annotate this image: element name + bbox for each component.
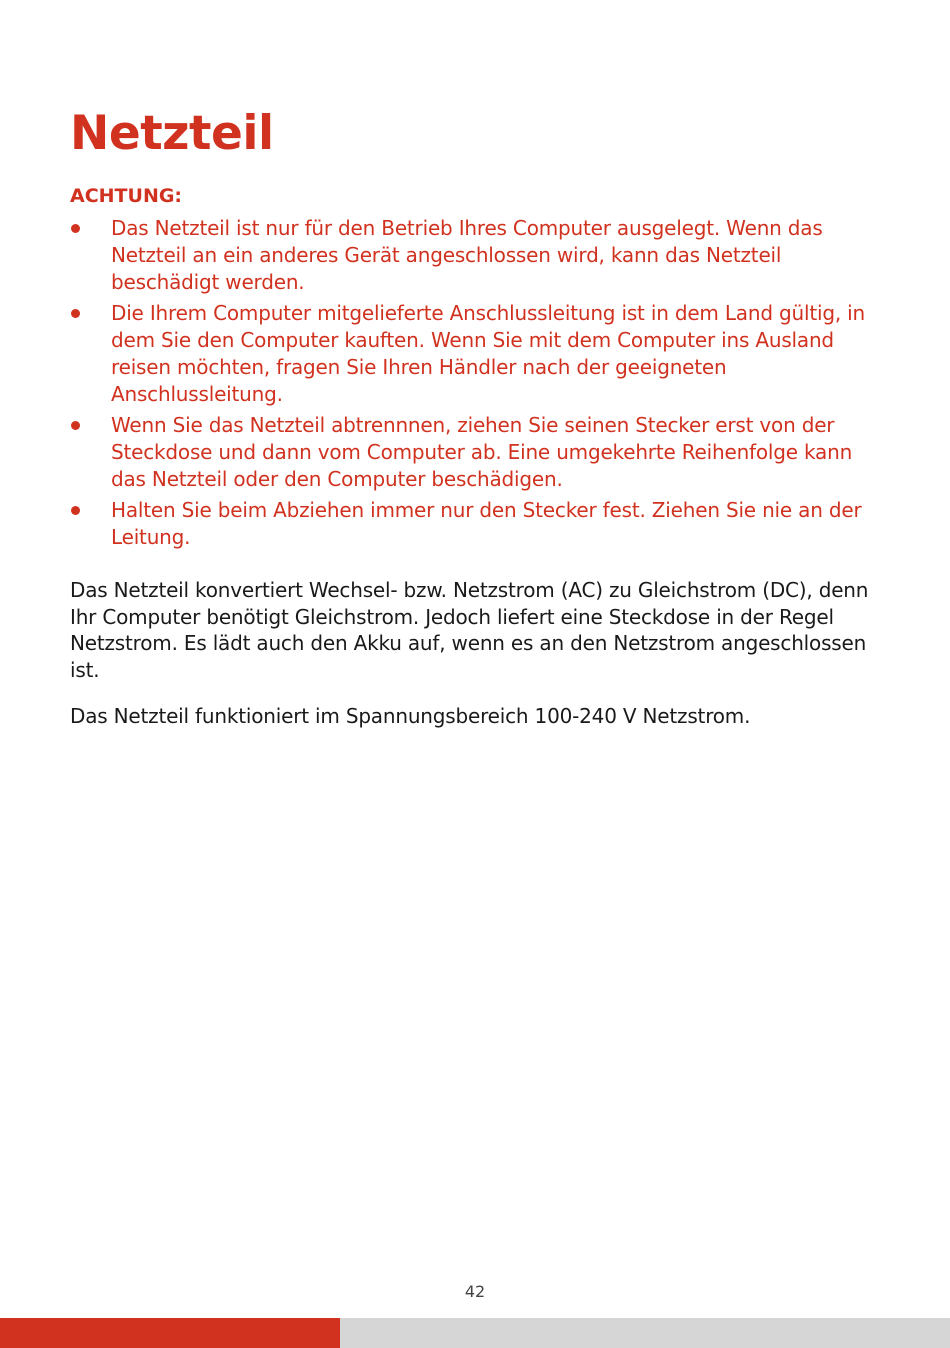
footer-bar [0,1318,950,1348]
page-number: 42 [464,1282,486,1301]
footer-bar-accent [0,1318,340,1348]
warning-list [70,215,890,555]
warning-item-text: Das Netzteil ist nur für den Betrieb Ihres Computer ausgelegt. Wenn das Netzteil an ein anderes Gerät angeschlossen wird, kann das Netzteil beschädigt werden. [111,216,823,294]
warning-item-text: Die Ihrem Computer mitgelieferte Anschlussleitung ist in dem Land gültig, in dem Sie den Computer kauften. Wenn Sie mit dem Computer ins Ausland reisen möchten, fragen Sie Ihren Händler nach der geeigneten Anschlussleitung. [111,301,865,406]
warning-item [70,215,890,296]
warning-heading: ACHTUNG: [70,185,183,207]
page-title: Netzteil [70,106,274,161]
bullet-icon [71,421,80,430]
body-paragraph: Das Netzteil konvertiert Wechsel- bzw. Netzstrom (AC) zu Gleichstrom (DC), denn Ihr Computer benötigt Gleichstrom. Jedoch liefert eine Steckdose in der Regel Netzstrom. Es lädt auch den Akku auf, wenn es an den Netzstrom angeschlossen ist. [70,578,869,682]
bullet-icon [71,309,80,318]
bullet-icon [71,506,80,515]
warning-item [70,412,890,493]
warning-item-text: Wenn Sie das Netzteil abtrennnen, ziehen Sie seinen Stecker erst von der Steckdose und dann vom Computer ab. Eine umgekehrte Reihenfolge kann das Netzteil oder den Computer beschädigen. [111,413,853,491]
warning-item-text: Halten Sie beim Abziehen immer nur den Stecker fest. Ziehen Sie nie an der Leitung. [111,498,862,549]
body-paragraph: Das Netzteil funktioniert im Spannungsbereich 100-240 V Netzstrom. [70,704,751,728]
bullet-icon [71,224,80,233]
warning-item [70,300,890,408]
warning-item [70,497,890,551]
